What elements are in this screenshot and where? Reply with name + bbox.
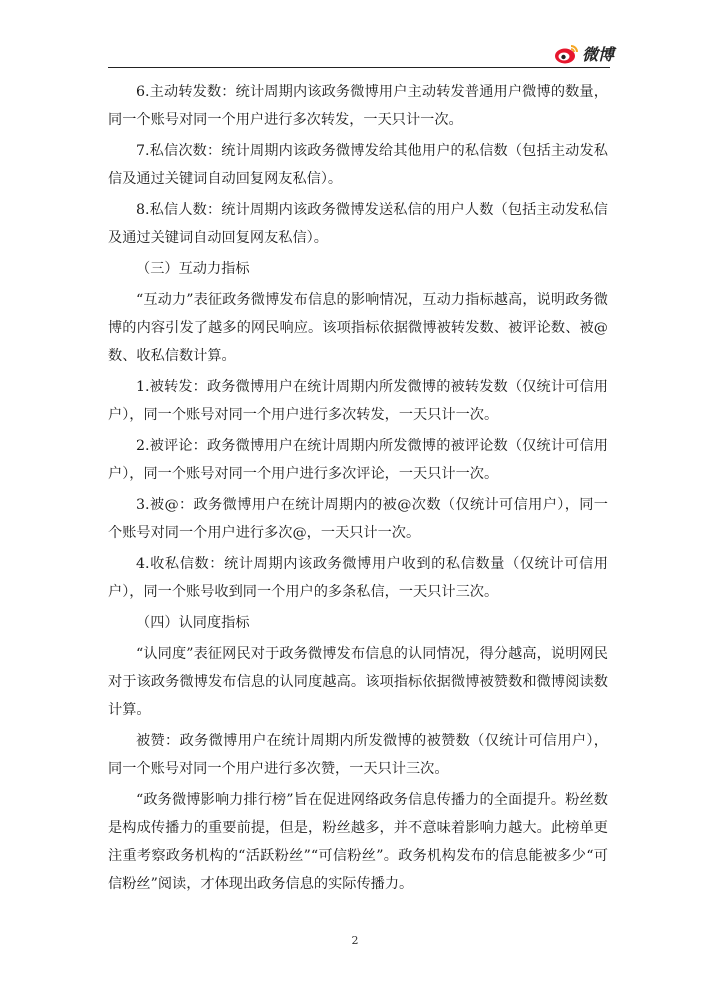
header-rule bbox=[108, 67, 610, 68]
paragraph: 1.被转发：政务微博用户在统计周期内所发微博的被转发数（仅统计可信用户），同一个账号对同一个用户进行多次转发，一天只计一次。 bbox=[108, 379, 608, 423]
weibo-logo bbox=[554, 42, 614, 65]
paragraph: 被赞：政务微博用户在统计周期内所发微博的被赞数（仅统计可信用户），同一个账号对同一个用户进行多次赞，一天只计三次。 bbox=[108, 733, 608, 777]
paragraph: 2.被评论：政务微博用户在统计周期内所发微博的被评论数（仅统计可信用户），同一个账号对同一个用户进行多次评论，一天只计一次。 bbox=[108, 438, 608, 482]
logo-text: 微博 bbox=[581, 45, 614, 64]
page-number: 2 bbox=[351, 934, 359, 947]
weibo-eye-icon bbox=[554, 43, 580, 65]
section-heading: （四）认同度指标 bbox=[136, 615, 250, 631]
paragraph: “认同度”表征网民对于政务微博发布信息的认同情况，得分越高，说明网民对于该政务微博发布信息的认同度越高。该项指标依据微博被赞数和微博阅读数计算。 bbox=[108, 646, 608, 718]
paragraph: “政务微博影响力排行榜”旨在促进网络政务信息传播力的全面提升。粉丝数是构成传播力的重要前提，但是，粉丝越多，并不意味着影响力越大。此榜单更注重考察政务机构的“活跃粉丝”“可信粉丝”。政务机构发布的信息能被多少“可信粉丝”阅读，才体现出政务信息的实际传播力。 bbox=[108, 792, 608, 892]
paragraph: 6.主动转发数：统计周期内该政务微博用户主动转发普通用户微博的数量，同一个账号对同一个用户进行多次转发，一天只计一次。 bbox=[108, 84, 608, 128]
section-heading: （三）互动力指标 bbox=[136, 261, 250, 277]
paragraph: 7.私信次数：统计周期内该政务微博发给其他用户的私信数（包括主动发私信及通过关键词自动回复网友私信）。 bbox=[108, 143, 608, 187]
paragraph: 8.私信人数：统计周期内该政务微博发送私信的用户人数（包括主动发私信及通过关键词自动回复网友私信）。 bbox=[108, 202, 608, 246]
paragraph: 3.被@：政务微博用户在统计周期内的被@次数（仅统计可信用户），同一个账号对同一个用户进行多次@，一天只计一次。 bbox=[108, 497, 608, 541]
paragraph: “互动力”表征政务微博发布信息的影响情况，互动力指标越高，说明政务微博的内容引发了越多的网民响应。该项指标依据微博被转发数、被评论数、被@数、收私信数计算。 bbox=[108, 292, 608, 364]
paragraph: 4.收私信数：统计周期内该政务微博用户收到的私信数量（仅统计可信用户），同一个账号收到同一个用户的多条私信，一天只计三次。 bbox=[108, 556, 608, 600]
document-body bbox=[108, 78, 608, 901]
